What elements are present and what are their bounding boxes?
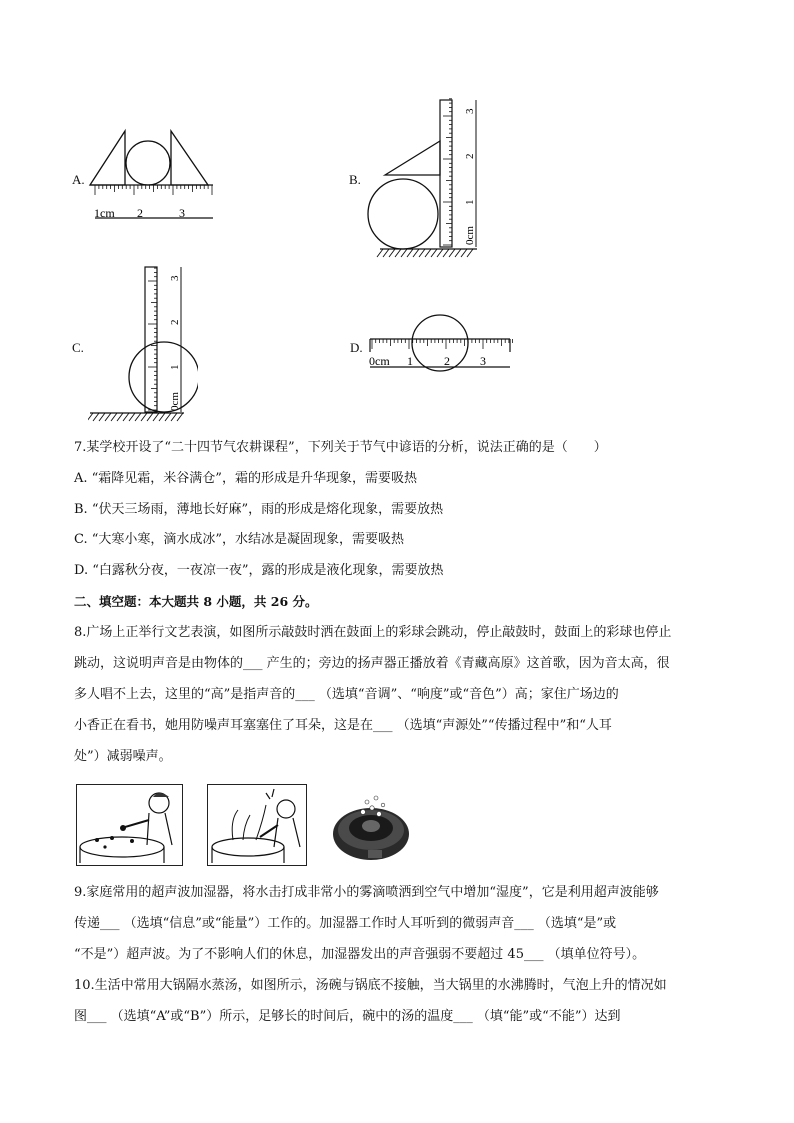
- q8-line-1: 8.广场上正举行文艺表演，如图所示敲鼓时洒在鼓面上的彩球会跳动，停止敲鼓时，鼓面上的彩球也停止: [74, 625, 672, 640]
- q9-line-1: 9.家庭常用的超声波加湿器，将水击打成非常小的雾滴喷洒到空气中增加“湿度”，它是利用超声波能够: [74, 885, 659, 900]
- q7-option-c: C. “大寒小寒，滴水成冰”，水结冰是凝固现象，需要吸热: [74, 532, 405, 547]
- q9-line-2: 传递___ （选填“信息”或“能量”）工作的。加湿器工作时人耳听到的微弱声音___ （选填“是”或: [74, 916, 617, 931]
- figure-d-tick-0: 0cm: [369, 354, 390, 368]
- q7-option-d: D. “白露秋分夜，一夜凉一夜”，露的形成是液化现象，需要放热: [74, 563, 444, 578]
- loudspeaker-image: [330, 786, 412, 868]
- water-splash-drum-image: [207, 784, 307, 866]
- option-a-label: A.: [72, 172, 85, 187]
- q8-line-3: 多人唱不上去，这里的“高”是指声音的___ （选填“音调”、“响度”或“音色”）高；家住广场边的: [74, 687, 619, 702]
- q7-stem: 7.某学校开设了“二十四节气农耕课程”，下列关于节气中谚语的分析，说法正确的是（ ）: [74, 440, 607, 455]
- figure-c-tick-2: 2: [169, 319, 181, 325]
- option-b-label: B.: [349, 172, 361, 187]
- q10-line-1: 10.生活中常用大锅隔水蒸汤，如图所示，汤碗与锅底不接触，当大锅里的水沸腾时，气泡上升的情况如: [74, 978, 667, 993]
- figure-a-ruler-triangles: [85, 125, 220, 225]
- figure-b-tick-2: 2: [464, 153, 476, 159]
- q7-option-b: B. “伏天三场雨，薄地长好麻”，雨的形成是熔化现象，需要放热: [74, 502, 444, 517]
- figure-a-tick-1: 1cm: [94, 206, 115, 220]
- q8-line-4: 小香正在看书，她用防噪声耳塞塞住了耳朵，这是在___ （选填“声源处”“传播过程中”和“人耳: [74, 718, 612, 733]
- figure-a-tick-2: 2: [137, 206, 143, 220]
- q7-option-a: A. “霜降见霜，米谷满仓”，霜的形成是升华现象，需要吸热: [74, 471, 417, 486]
- figure-b-ruler-triangle-circle: [365, 97, 485, 262]
- figure-b-tick-1: 1: [464, 199, 476, 205]
- figure-c-tick-0: 0cm: [169, 392, 181, 411]
- drum-beating-image: [76, 784, 183, 866]
- figure-c-tick-3: 3: [169, 275, 181, 281]
- figure-c-ruler-circle: [88, 265, 198, 423]
- option-d-label: D.: [350, 340, 363, 355]
- figure-a-tick-3: 3: [179, 206, 185, 220]
- figure-d-tick-1: 1: [407, 354, 413, 368]
- figure-d-tick-3: 3: [480, 354, 486, 368]
- figure-b-tick-3: 3: [464, 108, 476, 114]
- figure-c-tick-1: 1: [169, 364, 181, 370]
- option-c-label: C.: [72, 340, 84, 355]
- q10-line-2: 图___ （选填“A”或“B”）所示，足够长的时间后，碗中的汤的温度___ （填“能”或“不能”）达到: [74, 1009, 621, 1024]
- q9-line-3: “不是”）超声波。为了不影响人们的休息，加湿器发出的声音强弱不要超过 45___ （填单位符号）。: [74, 947, 646, 962]
- figure-d-ruler-circle: [367, 312, 517, 374]
- q8-line-5: 处”）减弱噪声。: [74, 749, 172, 764]
- q8-line-2: 跳动，这说明声音是由物体的___ 产生的；旁边的扬声器正播放着《青藏高原》这首歌，因为音太高，很: [74, 656, 670, 671]
- section-2-heading: 二、填空题：本大题共 8 小题，共 26 分。: [74, 594, 318, 609]
- figure-d-tick-2: 2: [444, 354, 450, 368]
- figure-b-tick-0: 0cm: [464, 226, 476, 245]
